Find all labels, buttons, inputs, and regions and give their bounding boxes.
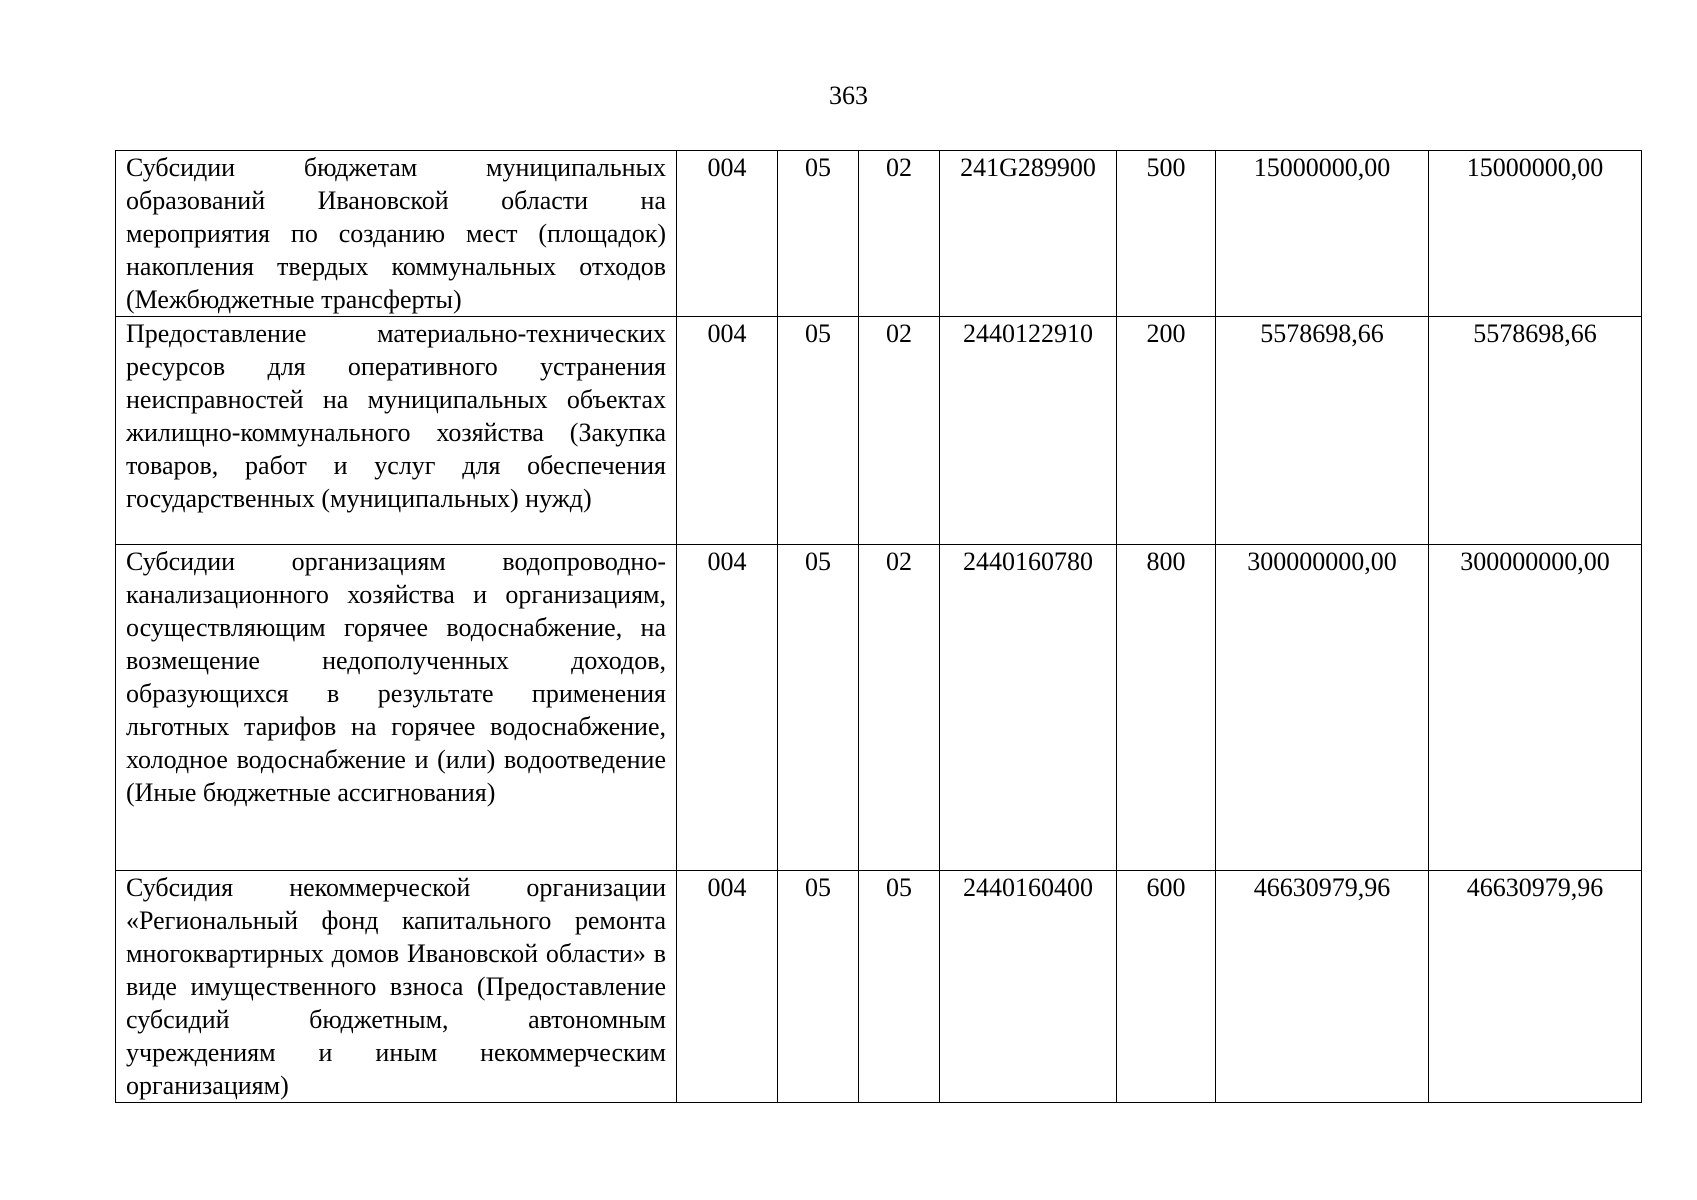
expense-kind-cell: 800 bbox=[1117, 545, 1216, 871]
ministry-code-cell: 004 bbox=[677, 317, 778, 545]
amount-year2-cell: 46630979,96 bbox=[1429, 871, 1642, 1103]
ministry-code-cell: 004 bbox=[677, 151, 778, 317]
expense-name-cell: Субсидии организациям водопроводно-канализационного хозяйства и организациям, осуществляющим горячее водоснабжение, на возмещение недополученных доходов, образующихся в результате применения льготных тарифов на горячее водоснабжение, холодное водоснабжение и (или) водоотведение (Иные бюджетные ассигнования) bbox=[116, 545, 677, 871]
target-code-cell: 2440160400 bbox=[940, 871, 1117, 1103]
section-code-cell: 05 bbox=[778, 317, 859, 545]
table-row bbox=[116, 317, 1642, 545]
expense-name-cell: Субсидия некоммерческой организации «Региональный фонд капитального ремонта многоквартирных домов Ивановской области» в виде имущественного взноса (Предоставление субсидий бюджетным, автономным учреждениям и иным некоммерческим организациям) bbox=[116, 871, 677, 1103]
expense-name-cell: Субсидии бюджетам муниципальных образований Ивановской области на мероприятия по созданию мест (площадок) накопления твердых коммунальных отходов (Межбюджетные трансферты) bbox=[116, 151, 677, 317]
target-code-cell: 2440122910 bbox=[940, 317, 1117, 545]
table-row bbox=[116, 151, 1642, 317]
subsection-code-cell: 02 bbox=[859, 317, 940, 545]
target-code-cell: 2440160780 bbox=[940, 545, 1117, 871]
ministry-code-cell: 004 bbox=[677, 545, 778, 871]
amount-year1-cell: 15000000,00 bbox=[1216, 151, 1429, 317]
amount-year2-cell: 300000000,00 bbox=[1429, 545, 1642, 871]
expense-kind-cell: 500 bbox=[1117, 151, 1216, 317]
subsection-code-cell: 02 bbox=[859, 151, 940, 317]
subsection-code-cell: 02 bbox=[859, 545, 940, 871]
section-code-cell: 05 bbox=[778, 151, 859, 317]
budget-table bbox=[115, 150, 1642, 1103]
amount-year1-cell: 5578698,66 bbox=[1216, 317, 1429, 545]
page-number: 363 bbox=[829, 81, 868, 110]
expense-kind-cell: 600 bbox=[1117, 871, 1216, 1103]
amount-year1-cell: 300000000,00 bbox=[1216, 545, 1429, 871]
table-row bbox=[116, 871, 1642, 1103]
target-code-cell: 241G289900 bbox=[940, 151, 1117, 317]
amount-year2-cell: 5578698,66 bbox=[1429, 317, 1642, 545]
expense-name-cell: Предоставление материально-технических ресурсов для оперативного устранения неисправностей на муниципальных объектах жилищно-коммунального хозяйства (Закупка товаров, работ и услуг для обеспечения государственных (муниципальных) нужд) bbox=[116, 317, 677, 545]
table-row bbox=[116, 545, 1642, 871]
ministry-code-cell: 004 bbox=[677, 871, 778, 1103]
section-code-cell: 05 bbox=[778, 871, 859, 1103]
subsection-code-cell: 05 bbox=[859, 871, 940, 1103]
expense-kind-cell: 200 bbox=[1117, 317, 1216, 545]
amount-year1-cell: 46630979,96 bbox=[1216, 871, 1429, 1103]
section-code-cell: 05 bbox=[778, 545, 859, 871]
amount-year2-cell: 15000000,00 bbox=[1429, 151, 1642, 317]
